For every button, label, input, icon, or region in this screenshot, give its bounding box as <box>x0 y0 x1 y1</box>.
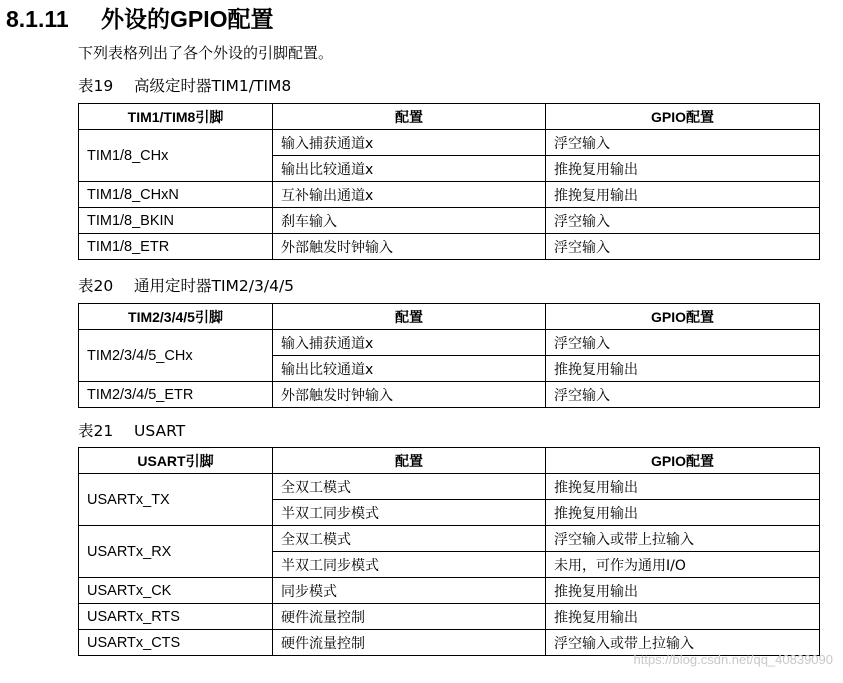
table-row <box>79 130 820 156</box>
pin-cell: TIM1/8_CHxN <box>79 182 273 208</box>
table-row <box>79 578 820 604</box>
table21-caption <box>78 420 185 442</box>
config-cell: 互补输出通道x <box>273 182 546 208</box>
table-tim1-tim8 <box>78 103 820 260</box>
config-cell: 外部触发时钟输入 <box>273 382 546 408</box>
table-row <box>79 182 820 208</box>
table-header-row <box>79 448 820 474</box>
table-header-row <box>79 304 820 330</box>
config-cell: 硬件流量控制 <box>273 630 546 656</box>
pin-cell: USARTx_RX <box>79 526 273 578</box>
intro-text: 下列表格列出了各个外设的引脚配置。 <box>78 44 334 62</box>
config-cell: 硬件流量控制 <box>273 604 546 630</box>
gpio-cell: 未用，可作为通用I/O <box>546 552 820 578</box>
config-cell: 半双工同步模式 <box>273 552 546 578</box>
table-tim2-5 <box>78 303 820 408</box>
pin-cell: USARTx_CK <box>79 578 273 604</box>
table19-caption <box>78 75 291 97</box>
pin-cell: TIM1/8_ETR <box>79 234 273 260</box>
header-config: 配置 <box>273 104 546 130</box>
table-row <box>79 526 820 552</box>
caption-text: USART <box>134 422 186 440</box>
header-config: 配置 <box>273 304 546 330</box>
gpio-cell: 推挽复用输出 <box>546 156 820 182</box>
config-cell: 同步模式 <box>273 578 546 604</box>
gpio-cell: 推挽复用输出 <box>546 182 820 208</box>
caption-number: 表20 <box>78 277 114 295</box>
pin-cell: TIM1/8_BKIN <box>79 208 273 234</box>
gpio-cell: 浮空输入或带上拉输入 <box>546 526 820 552</box>
header-pin: TIM1/TIM8引脚 <box>79 104 273 130</box>
config-cell: 全双工模式 <box>273 474 546 500</box>
section-title: 外设的GPIO配置 <box>101 6 274 32</box>
config-cell: 外部触发时钟输入 <box>273 234 546 260</box>
config-cell: 全双工模式 <box>273 526 546 552</box>
gpio-cell: 浮空输入 <box>546 330 820 356</box>
header-pin: TIM2/3/4/5引脚 <box>79 304 273 330</box>
pin-cell: TIM1/8_CHx <box>79 130 273 182</box>
config-cell: 输出比较通道x <box>273 156 546 182</box>
config-cell: 半双工同步模式 <box>273 500 546 526</box>
config-cell: 刹车输入 <box>273 208 546 234</box>
gpio-cell: 浮空输入 <box>546 208 820 234</box>
gpio-cell: 推挽复用输出 <box>546 578 820 604</box>
pin-cell: USARTx_RTS <box>79 604 273 630</box>
caption-text: 通用定时器TIM2/3/4/5 <box>134 277 295 295</box>
gpio-cell: 浮空输入 <box>546 382 820 408</box>
header-config: 配置 <box>273 448 546 474</box>
table-row <box>79 382 820 408</box>
config-cell: 输入捕获通道x <box>273 330 546 356</box>
gpio-cell: 推挽复用输出 <box>546 356 820 382</box>
pin-cell: USARTx_CTS <box>79 630 273 656</box>
pin-cell: USARTx_TX <box>79 474 273 526</box>
header-pin: USART引脚 <box>79 448 273 474</box>
header-gpio: GPIO配置 <box>546 104 820 130</box>
table-header-row <box>79 104 820 130</box>
config-cell: 输入捕获通道x <box>273 130 546 156</box>
pin-cell: TIM2/3/4/5_ETR <box>79 382 273 408</box>
table-row <box>79 330 820 356</box>
gpio-cell: 推挽复用输出 <box>546 500 820 526</box>
gpio-cell: 浮空输入 <box>546 130 820 156</box>
caption-number: 表19 <box>78 77 114 95</box>
gpio-cell: 推挽复用输出 <box>546 474 820 500</box>
table-row <box>79 208 820 234</box>
table-usart <box>78 447 820 656</box>
header-gpio: GPIO配置 <box>546 448 820 474</box>
watermark: https://blog.csdn.net/qq_40839090 <box>633 652 833 667</box>
gpio-cell: 浮空输入 <box>546 234 820 260</box>
config-cell: 输出比较通道x <box>273 356 546 382</box>
table20-caption <box>78 275 294 297</box>
caption-number: 表21 <box>78 422 114 440</box>
pin-cell: TIM2/3/4/5_CHx <box>79 330 273 382</box>
section-number: 8.1.11 <box>6 6 69 32</box>
section-heading <box>6 2 274 36</box>
table-row <box>79 474 820 500</box>
header-gpio: GPIO配置 <box>546 304 820 330</box>
caption-text: 高级定时器TIM1/TIM8 <box>134 77 292 95</box>
table-row <box>79 604 820 630</box>
gpio-cell: 浮空输入或带上拉输入 <box>546 630 820 656</box>
gpio-cell: 推挽复用输出 <box>546 604 820 630</box>
table-row <box>79 234 820 260</box>
